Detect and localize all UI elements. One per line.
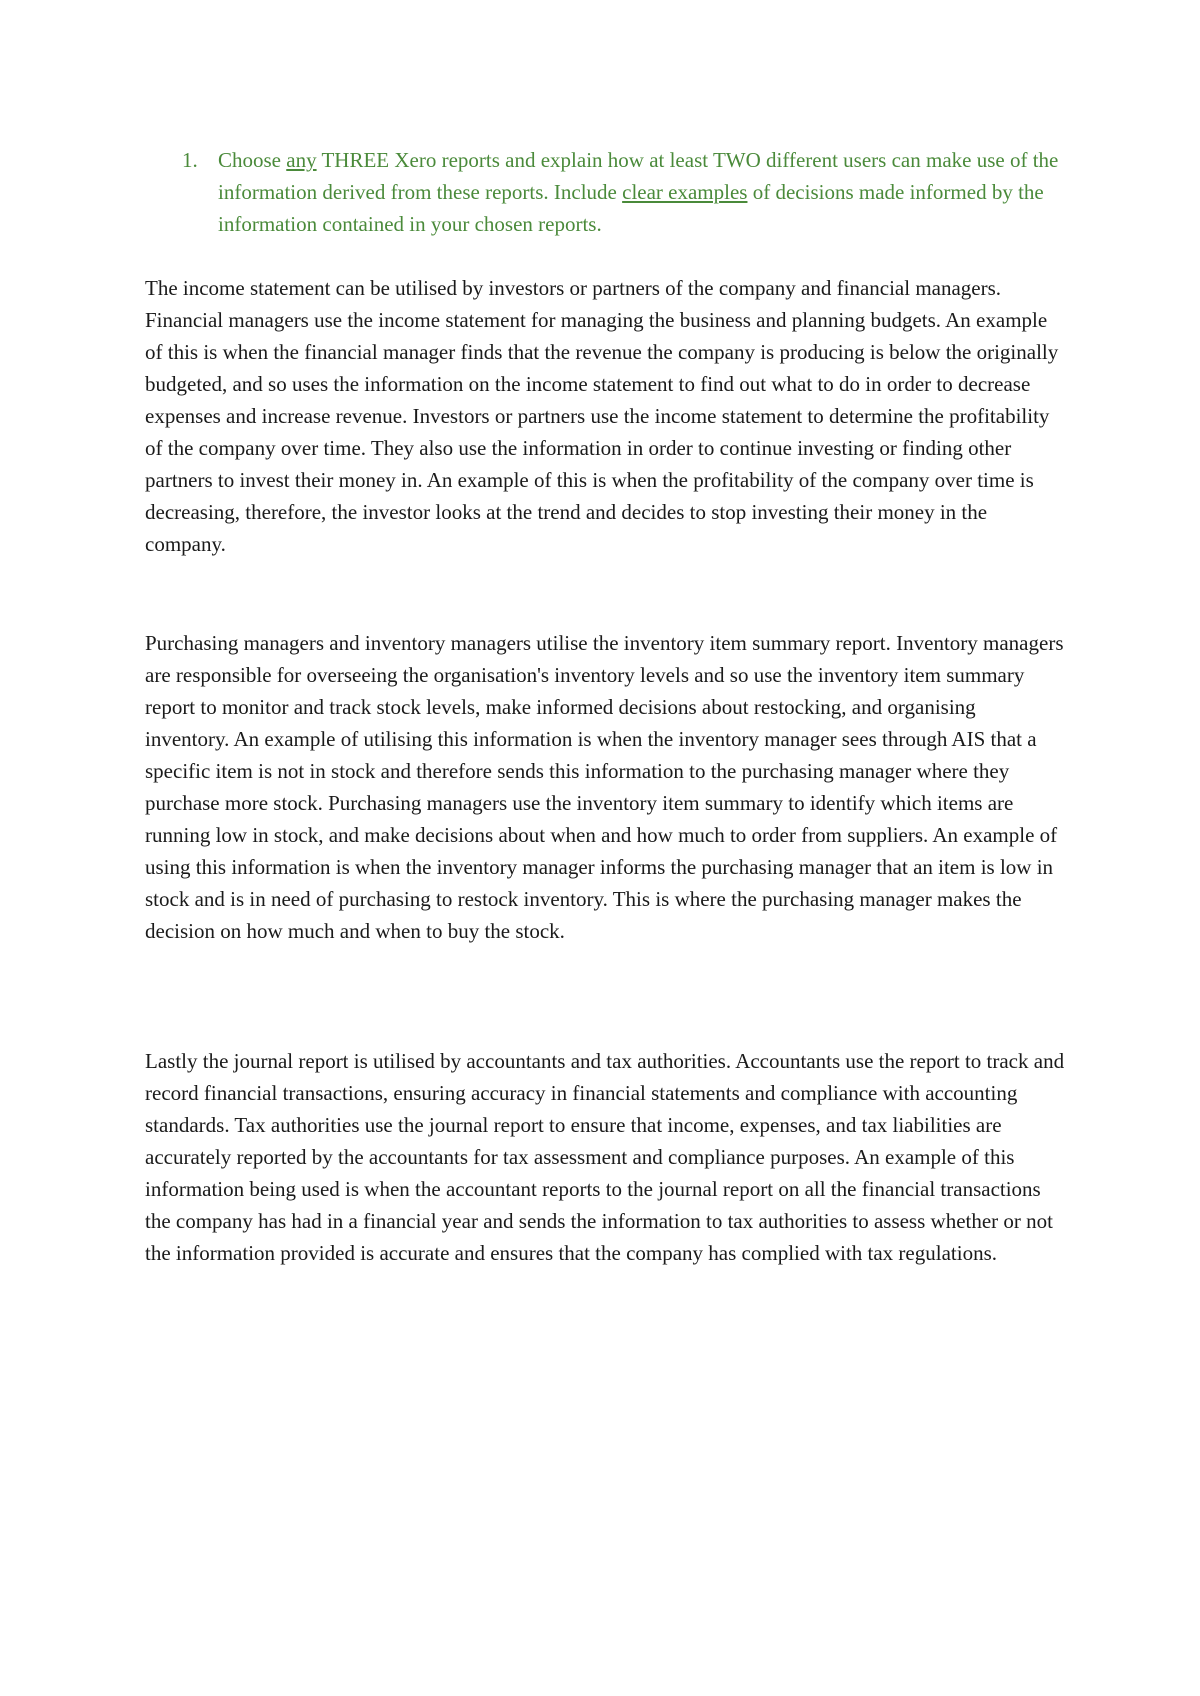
paragraph-journal-report: Lastly the journal report is utilised by accountants and tax authorities. Accountants use the report to track and record financial transactions, ensuring accuracy in financial statements and compliance with accounting standards. Tax authorities use the journal report to ensure that income, expenses, and tax liabilities are accurately reported by the accountants for tax assessment and compliance purposes. An example of this information being used is when the accountant reports to the journal report on all the financial transactions the company has had in a financial year and sends the information to tax authorities to assess whether or not the information provided is accurate and ensures that the company has complied with tax regulations. (145, 1049, 1065, 1265)
question-text (218, 144, 1062, 240)
paragraph-income-statement: The income statement can be utilised by investors or partners of the company and financial managers. Financial managers use the income statement for managing the business and planning budgets. An example of this is when the financial manager finds that the revenue the company is producing is below the originally budgeted, and so uses the information on the income statement to find out what to do in order to decrease expenses and increase revenue. Investors or partners use the income statement to determine the profitability of the company over time. They also use the information in order to continue investing or finding other partners to invest their money in. An example of this is when the profitability of the company over time is decreasing, therefore, the investor looks at the trend and decides to stop investing their money in the company. (145, 276, 1059, 556)
underlined-any: any (286, 148, 317, 172)
question-number: 1. (182, 148, 198, 172)
underlined-clear-examples: clear examples (622, 180, 748, 204)
paragraph-inventory-item-summary: Purchasing managers and inventory managers utilise the inventory item summary report. Inventory managers are responsible for overseeing the organisation's inventory levels and so use the inventory item summary report to monitor and track stock levels, make informed decisions about restocking, and organising inventory. An example of utilising this information is when the inventory manager sees through AIS that a specific item is not in stock and therefore sends this information to the purchasing manager where they purchase more stock. Purchasing managers use the inventory item summary to identify which items are running low in stock, and make decisions about when and how much to order from suppliers. An example of using this information is when the inventory manager informs the purchasing manager that an item is low in stock and is in need of purchasing to restock inventory. This is where the purchasing manager makes the decision on how much and when to buy the stock. (145, 631, 1064, 943)
question-list-item (182, 144, 1062, 240)
question-text-part-3: of decisions made informed by the information contained in your chosen reports. (218, 180, 1044, 236)
question-text-part-2: THREE Xero reports and explain how at least TWO different users can make use of the information derived from these reports. Include (218, 148, 1059, 204)
question-text-part-1: Choose (218, 148, 287, 172)
